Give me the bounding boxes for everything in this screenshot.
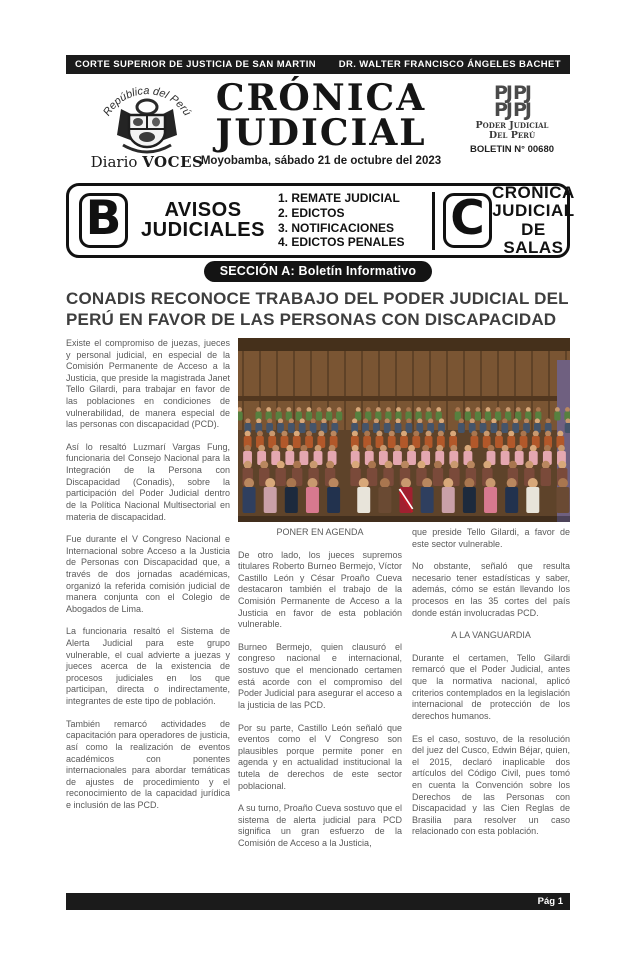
paragraph: Por su parte, Castillo León señaló que eventos como el V Congreso son plausibles porque permite poner en agenda y en actualidad institucional la tutela de derechos de este sector poblacional. [238, 722, 402, 791]
paragraph: No obstante, señaló que resulta necesario tener estadísticas y saber, además, cómo se están llevando los procesos en las 35 cortes del país donde están involucradas PCD. [412, 561, 570, 618]
svg-text:República del Perú: República del Perú [101, 85, 194, 119]
poder-judicial-logo [454, 82, 570, 156]
footer-bar [66, 893, 570, 910]
diario-word: Diario [90, 153, 143, 171]
cronica-salas-title [492, 184, 575, 257]
vertical-divider [432, 192, 435, 250]
section-c-badge: C [443, 193, 492, 248]
paragraph: Durante el certamen, Tello Gilardi remarcó que el Poder Judicial, antes que la normativa nacional, aplicó criterios contemplados en la legislación internacional de protección de los derechos humanos. [412, 652, 570, 721]
avisos-item: 3. NOTIFICACIONES [278, 220, 395, 235]
bulletin-number: BOLETIN N° 00680 [469, 144, 555, 156]
pj-tile: PJ [494, 82, 511, 104]
pj-name-line2: Del Perú [488, 130, 536, 142]
paragraph: Fue durante el V Congreso Nacional e Internacional sobre Acceso a la Justicia de Personas con Discapacidad que, a través de dos jornadas académicas, organizó la referida comisión judicial de manera conjunta con el Colegio de Abogados de Lima. [66, 534, 230, 614]
dateline: Moyobamba, sábado 21 de octubre del 2023 [200, 155, 442, 168]
avisos-list [278, 191, 430, 250]
masthead [66, 79, 570, 179]
cronica-line2: JUDICIAL [492, 201, 575, 221]
paragraph: De otro lado, los jueces supremos titulares Roberto Burneo Bermejo, Víctor Castillo León y César Proaño Cueva destacaron también el trabajo de la Comisión Permanente de Acceso a la Justicia en favor de esta población vulnerable. [238, 549, 402, 630]
pj-name [454, 121, 570, 141]
avisos-item: 2. EDICTOS [278, 205, 345, 220]
director-name: DR. WALTER FRANCISCO ÁNGELES BACHET [338, 59, 561, 70]
avisos-line2: JUDICIALES [141, 218, 265, 241]
avisos-judiciales-title [128, 198, 278, 241]
top-header-bar [66, 55, 570, 74]
pj-tile: PJ [513, 82, 530, 104]
article-column-1 [66, 338, 230, 823]
pj-tile: PJ [494, 98, 511, 121]
page-number: Pág 1 [537, 896, 563, 907]
sections-index-box [66, 182, 575, 258]
paper-title-line2: JUDICIAL [215, 111, 427, 154]
avisos-line1: AVISOS [164, 198, 242, 221]
subhead-poner-en-agenda: PONER EN AGENDA [276, 527, 364, 537]
paragraph: Existe el compromiso de juezas, jueces y personal judicial, en especial de la Comisión Permanente de Acceso a la Justicia, que preside la magistrada Janet Tello Gilardi, para trabajar en favor de las poblaciones en condiciones de vulnerabilidad, de manera especial de las personas con discapacidad (PCD). [66, 338, 230, 430]
pj-name-line1: Poder Judicial [475, 120, 549, 132]
paragraph: que preside Tello Gilardi, a favor de este sector vulnerable. [412, 527, 570, 549]
paragraph: La funcionaria resaltó el Sistema de Alerta Judicial para este grupo vulnerable, el cual advierte a juezas y jueces acerca de la existencia de procesos judiciales en los que participan, directa o indirectamente, integrantes de este tipo de población. [66, 626, 230, 707]
article-headline: CONADIS RECONOCE TRABAJO DEL PODER JUDICIAL DEL PERÚ EN FAVOR DE LAS PERSONAS CON DISCAPACIDAD [66, 289, 569, 330]
avisos-item: 1. REMATE JUDICIAL [278, 191, 400, 206]
paragraph: Es el caso, sostuvo, de la resolución del juez del Cusco, Edwin Béjar, quien, el 2015, declaró inaplicable dos artículos del Código Civil, pues tomó en cuenta la Convención sobre los Derechos de las Personas con Discapacidad y las Cien Reglas de Brasilia para resolver un caso relacionado con esta población. [412, 733, 570, 837]
paragraph: A su turno, Proaño Cueva sostuvo que el sistema de alerta judicial para PCD significa un gran esfuerzo de la Comisión de Acceso a la Justicia, [238, 803, 402, 849]
article-column-2 [238, 527, 402, 861]
article-photo-auditorium-group [238, 338, 570, 522]
cronica-line1: CRÓNICA [492, 182, 575, 202]
avisos-item: 4. EDICTOS PENALES [278, 235, 405, 250]
cronica-line3: DE SALAS [503, 219, 564, 257]
paper-title-line1: CRÓNICA [215, 77, 427, 119]
section-banner-row [66, 261, 570, 282]
subhead-a-la-vanguardia: A LA VANGUARDIA [451, 630, 531, 641]
group-photo-illustration [238, 338, 570, 522]
voces-word: VOCES [142, 153, 204, 171]
section-a-banner: SECCIÓN A: Boletín Informativo [204, 261, 433, 282]
paper-title-block [196, 77, 446, 168]
paragraph: Burneo Bermejo, quien clausuró el congreso nacional e internacional, sostuvo que el mencionado certamen está acorde con el compromiso del Poder Judicial para asegurar el acceso a la justicia de las PCD. [238, 641, 402, 710]
pj-tile: PJ [513, 98, 530, 121]
paragraph: También remarcó actividades de capacitación para operadores de justicia, así como la realización de eventos académicos con ponentes internacionales para abordar temáticas de ajustes de procedimiento y el reconocimiento de la capacidad jurídica e inclusión de las PCD. [66, 718, 230, 810]
section-b-badge: B [79, 193, 128, 248]
paragraph: Así lo resaltó Luzmarí Vargas Fung, funcionaria del Consejo Nacional para la Integración de la Persona con Discapacidad (Conadis), sobre la participación del Poder Judicial dentro de la Política Nacional Multisectorial en materia de discapacidad. [66, 441, 230, 522]
article-column-3 [412, 527, 570, 849]
court-name: CORTE SUPERIOR DE JUSTICIA DE SAN MARTIN [75, 59, 317, 70]
peru-coat-of-arms-icon [83, 79, 211, 157]
pj-monogram-icon [494, 82, 530, 121]
